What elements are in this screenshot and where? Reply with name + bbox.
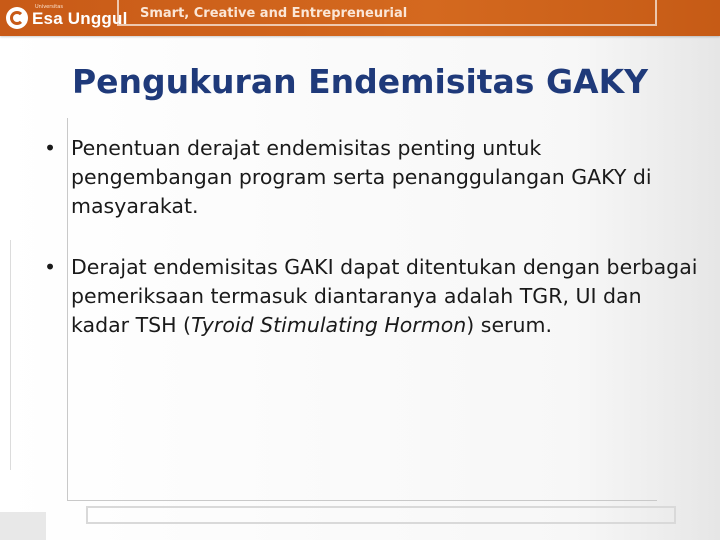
bullet-text-before: Derajat endemisitas GAKI dapat ditentukan dengan berbagai pemeriksaan termasuk diantaranya adalah TGR, UI dan kadar TSH ( [71, 255, 698, 337]
frame-line-outer-left [10, 240, 11, 470]
university-logo-icon [6, 7, 28, 29]
bottom-left-tab [0, 512, 46, 540]
header-bar [0, 0, 720, 36]
bullet-text: Penentuan derajat endemisitas penting untuk pengembangan program serta penanggulangan GAKY di masyarakat. [71, 136, 652, 218]
bullet-marker: • [43, 136, 57, 160]
tagline: Smart, Creative and Entrepreneurial [140, 6, 408, 21]
logo-subtext: Universitas [35, 4, 63, 10]
bullet-list [40, 134, 700, 372]
frame-line-bottom [67, 500, 657, 501]
bullet-text [71, 255, 697, 337]
bullet-text-italic: Tyroid Stimulating Hormon [191, 313, 467, 337]
bottom-bar [86, 506, 676, 524]
slide-title: Pengukuran Endemisitas GAKY [71, 62, 649, 101]
bullet-text-after: ) serum. [466, 313, 552, 337]
bullet-marker: • [43, 255, 57, 279]
bullet-item [40, 253, 700, 340]
bullet-item [40, 134, 700, 221]
logo-text: Esa Unggul [32, 8, 128, 28]
logo [6, 4, 128, 32]
